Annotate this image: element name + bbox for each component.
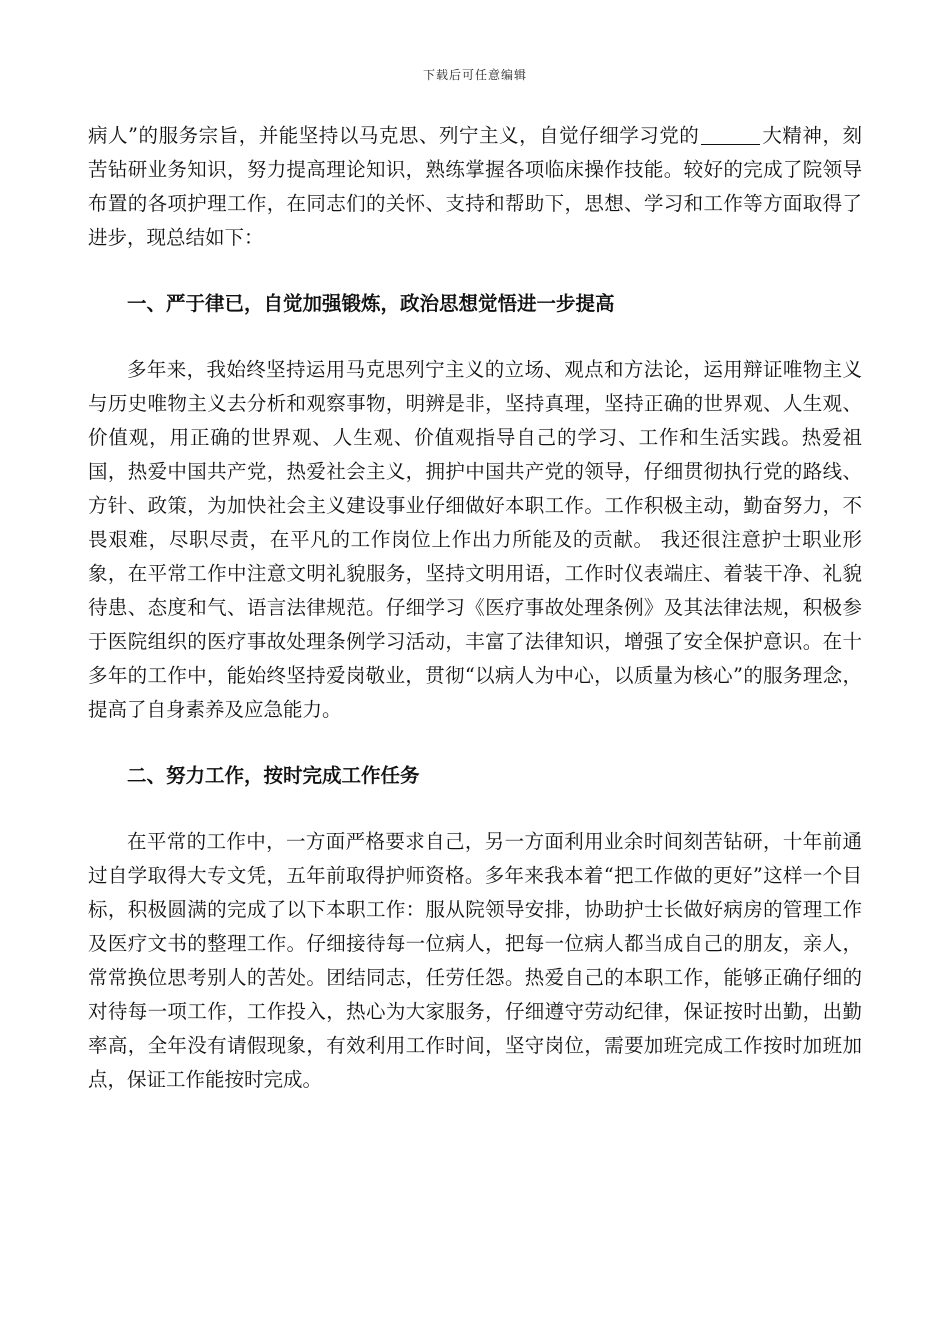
fill-blank — [701, 125, 760, 146]
document-body — [88, 119, 862, 1097]
section-2-paragraph: 在平常的工作中，一方面严格要求自己，另一方面利用业余时间刻苦钻研，十年前通过自学取得大专文凭，五年前取得护师资格。多年来我本着“把工作做的更好”这样一个目标，积极圆满的完成了以下本职工作：服从院领导安排，协助护士长做好病房的管理工作及医疗文书的整理工作。仔细接待每一位病人，把每一位病人都当成自己的朋友，亲人，常常换位思考别人的苦处。团结同志，任劳任怨。热爱自己的本职工作，能够正确仔细的对待每一项工作，工作投入，热心为大家服务，仔细遵守劳动纪律，保证按时出勤，出勤率高，全年没有请假现象，有效利用工作时间，坚守岗位，需要加班完成工作按时加班加点，保证工作能按时完成。 — [88, 830, 862, 1091]
intro-paragraph — [88, 119, 862, 255]
section-1-heading: 一、严于律已，自觉加强锻炼，政治思想觉悟进一步提高 — [127, 292, 615, 315]
section-1-paragraph: 多年来，我始终坚持运用马克思列宁主义的立场、观点和方法论，运用辩证唯物主义与历史唯物主义去分析和观察事物，明辨是非，坚持真理，坚持正确的世界观、人生观、价值观，用正确的世界观、人生观、价值观指导自己的学习、工作和生活实践。热爱祖国，热爱中国共产党，热爱社会主义，拥护中国共产党的领导，仔细贯彻执行党的路线、方针、政策，为加快社会主义建设事业仔细做好本职工作。工作积极主动，勤奋努力，不畏艰难，尽职尽责，在平凡的工作岗位上作出力所能及的贡献。 我还很注意护士职业形象，在平常工作中注意文明礼貌服务，坚持文明用语，工作时仪表端庄、着装干净、礼貌待患、态度和气、语言法律规范。仔细学习《医疗事故处理条例》及其法律法规，积极参于医院组织的医疗事故处理条例学习活动，丰富了法律知识，增强了安全保护意识。在十多年的工作中，能始终坚持爱岗敬业，贯彻“以病人为中心，以质量为核心”的服务理念，提高了自身素养及应急能力。 — [88, 358, 862, 721]
intro-text-part1: 病人”的服务宗旨，并能坚持以马克思、列宁主义，自觉仔细学习党的 — [88, 124, 700, 147]
section-2-heading: 二、努力工作，按时完成工作任务 — [127, 764, 420, 787]
page-header: 下载后可任意编辑 — [422, 68, 527, 82]
intro-text-part2: 大精神，刻苦钻研业务知识，努力提高理论知识，熟练掌握各项临床操作技能。较好的完成了院领导布置的各项护理工作，在同志们的关怀、支持和帮助下，思想、学习和工作等方面取得了进步，现总结如下： — [88, 124, 862, 249]
